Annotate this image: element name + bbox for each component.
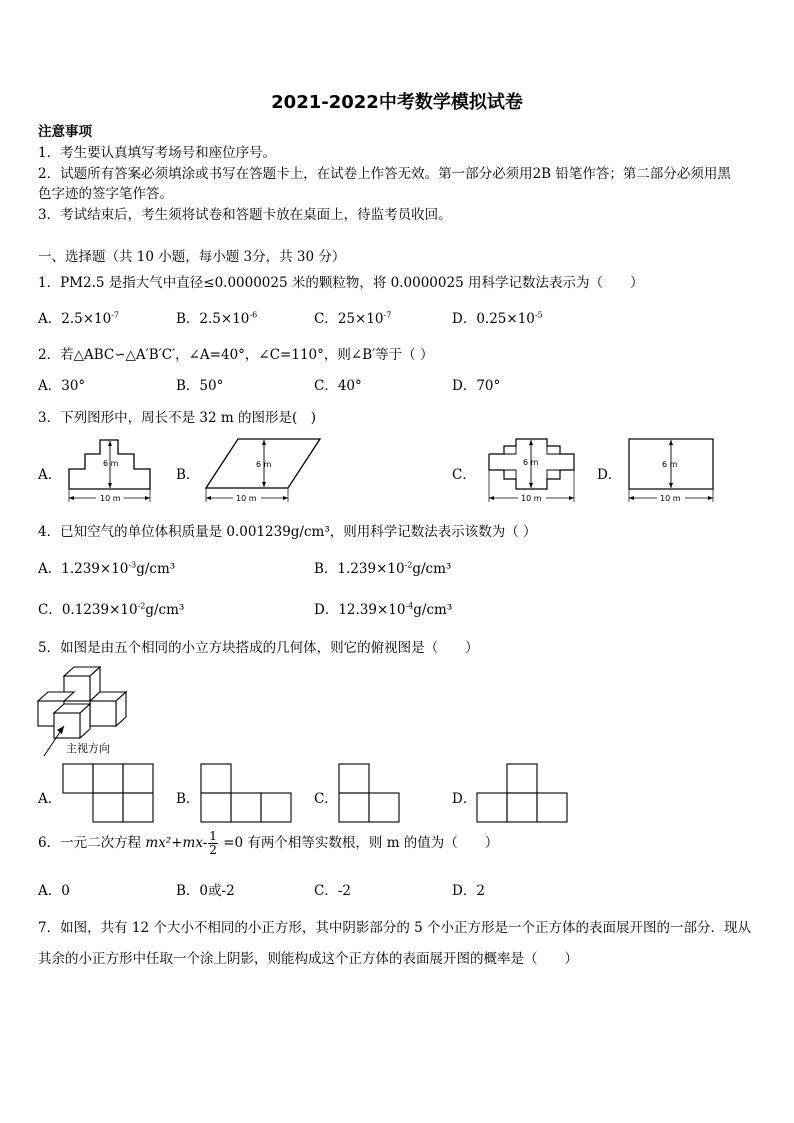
q5-grid-a xyxy=(62,763,154,825)
q6-option-b[interactable]: B．0或-2 xyxy=(176,883,235,899)
q4-option-c[interactable]: C．$0.1239\times 10^{-2}g$/cm³ xyxy=(38,601,185,618)
q3-b-height-label: 6 m xyxy=(256,460,272,469)
question-6-stem: 6．一元二次方程 mx²+mx- $\frac{1}{2}$ =0 有两个相等实数根，则 m 的值为（ ） xyxy=(38,829,499,857)
q1-option-c[interactable]: C．$25\times 10^{-7}$ xyxy=(314,310,392,327)
q3-option-d[interactable]: D． xyxy=(597,467,622,483)
notice-item: 2．试题所有答案必须填涂或书写在答题卡上，在试卷上作答无效。第一部分必须用2B 铅笔作答；第二部分必须用黑 xyxy=(38,166,731,182)
page-title: 2021-2022中考数学模拟试卷 xyxy=(271,92,523,113)
question-7-stem-line2: 其余的小正方形中任取一个涂上阴影，则能构成这个正方体的表面展开图的概率是（ ） xyxy=(38,951,578,967)
q5-option-a[interactable]: A． xyxy=(38,791,62,807)
q3-option-c[interactable]: C． xyxy=(452,467,476,483)
q3-b-width-label: 10 m xyxy=(236,494,257,503)
q4-option-b[interactable]: B．$1.239\times 10^{-2}g$/cm³ xyxy=(314,560,452,577)
q2-option-b[interactable]: B．50° xyxy=(176,378,224,394)
question-3-stem: 3．下列图形中，周长不是 32 m 的图形是( ) xyxy=(38,410,316,426)
q3-figure-a xyxy=(66,436,156,506)
q6-equation: mx²+mx- xyxy=(145,835,208,851)
question-1-stem: 1．PM2.5 是指大气中直径≤0.0000025 米的颗粒物，将 0.0000025 用科学记数法表示为（ ） xyxy=(38,275,644,291)
notice-item: 1．考生要认真填写考场号和座位序号。 xyxy=(38,145,277,161)
q1-option-a[interactable]: A．$2.5\times 10^{-7}$ xyxy=(38,310,120,327)
q6-option-a[interactable]: A．0 xyxy=(38,883,70,899)
notice-item: 3．考试结束后，考生须将试卷和答题卡放在桌面上，待监考员收回。 xyxy=(38,207,452,223)
question-4-stem: 4．已知空气的单位体积质量是 0.001239g/cm³，则用科学记数法表示该数为（ ） xyxy=(38,524,537,540)
question-5-stem: 5．如图是由五个相同的小立方块搭成的几何体，则它的俯视图是（ ） xyxy=(38,640,479,656)
q4-option-d[interactable]: D．$12.39\times 10^{-4}g$/cm³ xyxy=(314,601,453,618)
q6-fraction: $\frac{1}{2}$ xyxy=(209,829,217,857)
q5-view-direction-label: 主视方向 xyxy=(66,742,110,755)
q3-option-b[interactable]: B． xyxy=(176,467,200,483)
q1-option-b[interactable]: B．$2.5\times 10^{-6}$ xyxy=(176,310,258,327)
q3-figure-d xyxy=(626,436,718,506)
q5-option-b[interactable]: B． xyxy=(176,791,200,807)
q3-d-height-label: 6 m xyxy=(662,460,678,469)
q5-cube-figure xyxy=(36,664,136,764)
q3-a-width-label: 10 m xyxy=(100,494,121,503)
q5-option-c[interactable]: C． xyxy=(314,791,338,807)
notice-heading: 注意事项 xyxy=(38,124,92,140)
notice-item: 色字迹的签字笔作答。 xyxy=(38,186,173,202)
q2-option-a[interactable]: A．30° xyxy=(38,378,86,394)
q6-option-c[interactable]: C．-2 xyxy=(314,883,351,899)
q3-figure-b xyxy=(202,436,324,506)
q3-option-a[interactable]: A． xyxy=(38,467,62,483)
q3-c-height-label: 6 m xyxy=(523,458,539,467)
q5-option-d[interactable]: D． xyxy=(452,791,477,807)
q3-a-height-label: 6 m xyxy=(103,459,119,468)
q4-option-a[interactable]: A．$1.239\times 10^{-3}g$/cm³ xyxy=(38,560,176,577)
q5-grid-b xyxy=(200,763,292,825)
q2-option-c[interactable]: C．40° xyxy=(314,378,362,394)
section-heading: 一、选择题（共 10 小题，每小题 3分，共 30 分） xyxy=(38,249,346,265)
q6-option-d[interactable]: D．2 xyxy=(452,883,485,899)
q2-option-d[interactable]: D．70° xyxy=(452,378,501,394)
question-2-stem: 2．若△ABC∽△A′B′C′，∠A=40°，∠C=110°，则∠B′等于（ ） xyxy=(38,347,434,363)
q1-option-d[interactable]: D．$0.25\times 10^{-5}$ xyxy=(452,310,543,327)
q5-grid-d xyxy=(476,763,568,825)
q3-c-width-label: 10 m xyxy=(521,494,542,503)
q3-figure-c xyxy=(486,436,578,506)
q5-grid-c xyxy=(338,763,400,825)
question-7-stem-line1: 7．如图，共有 12 个大小不相同的小正方形，其中阴影部分的 5 个小正方形是一个正方体的表面展开图的一部分．现从 xyxy=(38,920,752,936)
q3-d-width-label: 10 m xyxy=(660,494,681,503)
